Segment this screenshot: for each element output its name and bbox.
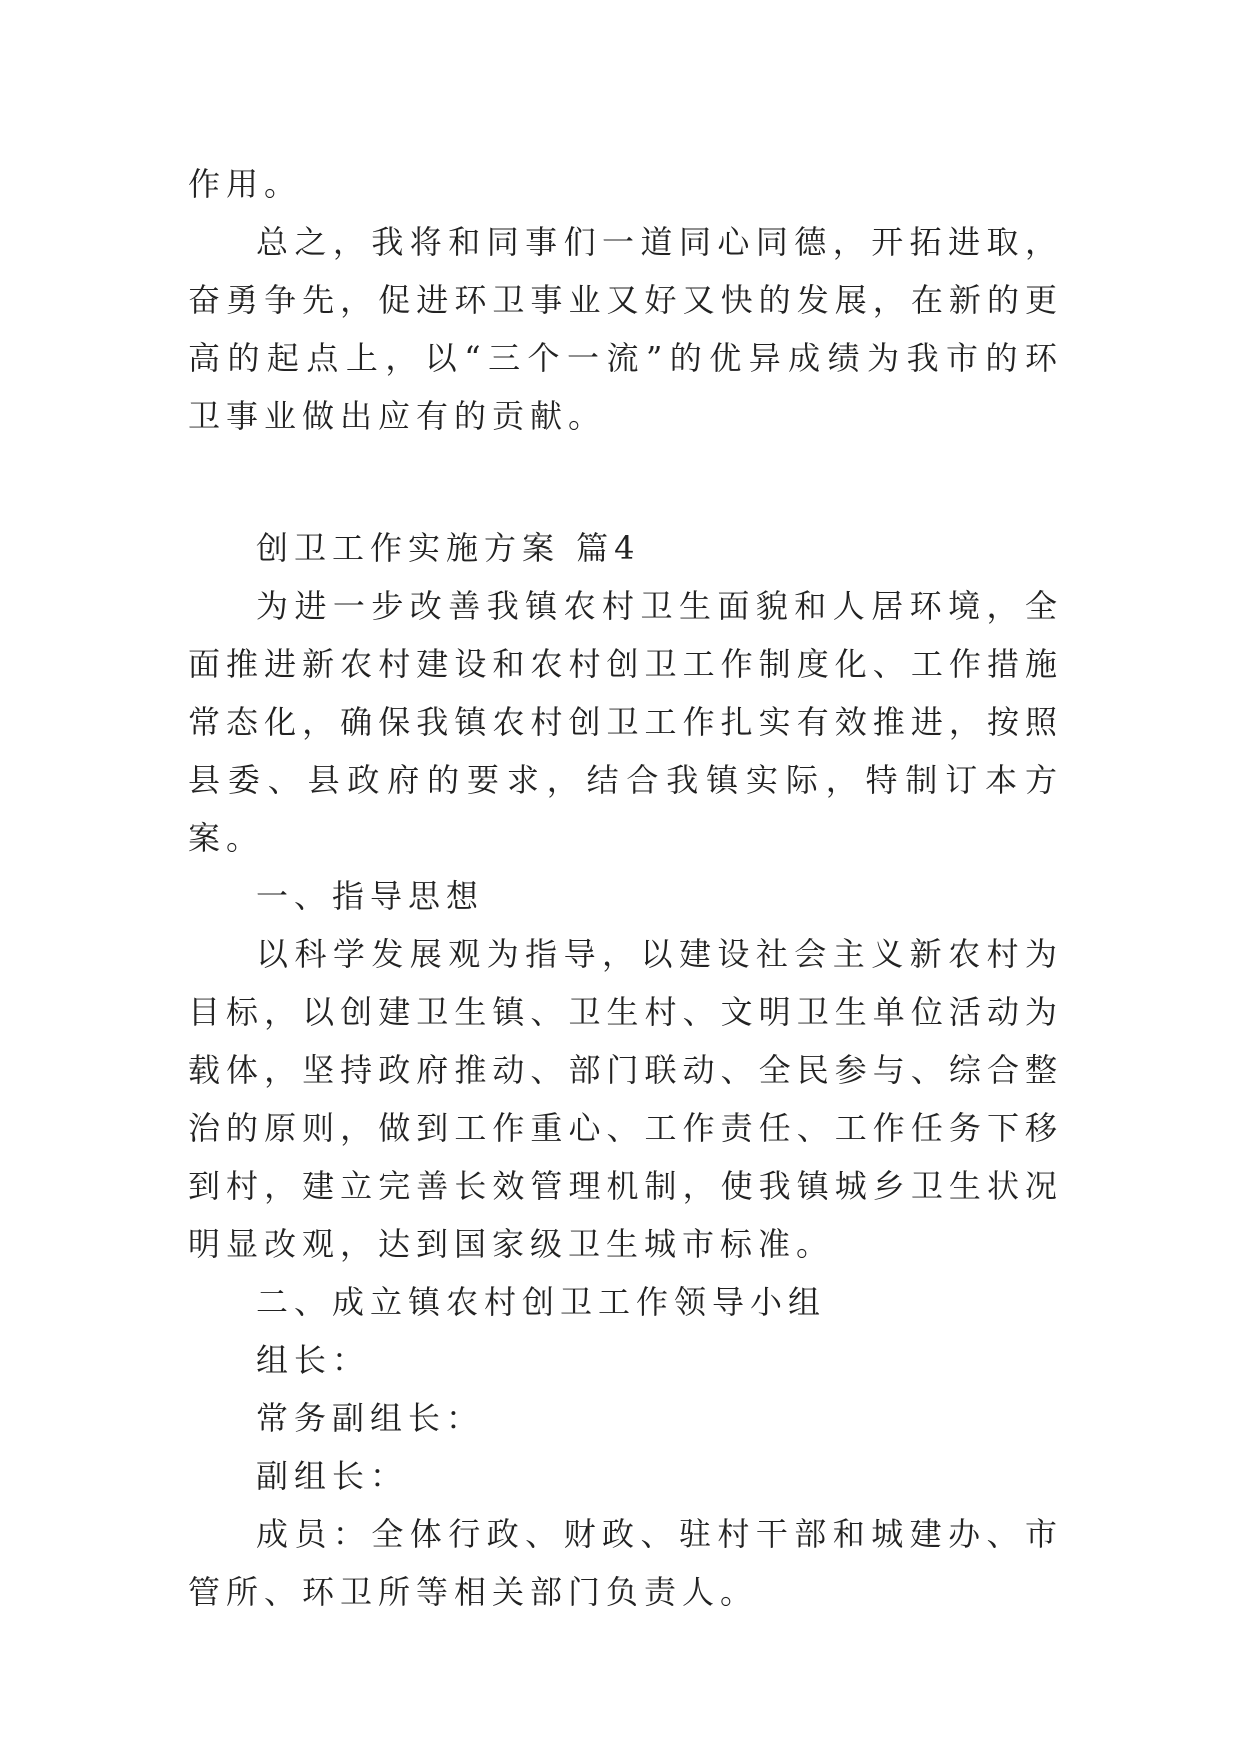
executive-deputy-leader-line: 常务副组长： — [256, 1399, 485, 1437]
members-line: 成员：全体行政、财政、驻村干部和城建办、市管所、环卫所等相关部门负责人。 — [188, 1515, 1063, 1611]
deputy-leader-line: 副组长： — [256, 1457, 409, 1495]
section-heading: 创卫工作实施方案 篇4 — [256, 529, 641, 567]
paragraph-conclusion: 总之，我将和同事们一道同心同德，开拓进取，奋勇争先，促进环卫事业又好又快的发展，在新的更高的起点上，以“三个一流”的优异成绩为我市的环卫事业做出应有的贡献。 — [188, 223, 1063, 435]
heading-guiding-ideology: 一、指导思想 — [256, 877, 485, 915]
paragraph-continuation: 作用。 — [188, 165, 303, 203]
group-leader-line: 组长： — [256, 1341, 371, 1379]
heading-leadership-group: 二、成立镇农村创卫工作领导小组 — [256, 1283, 827, 1321]
paragraph-purpose: 为进一步改善我镇农村卫生面貌和人居环境，全面推进新农村建设和农村创卫工作制度化、工作措施常态化，确保我镇农村创卫工作扎实有效推进，按照县委、县政府的要求，结合我镇实际，特制订本方案。 — [188, 587, 1063, 857]
document-body — [188, 155, 1063, 1621]
paragraph-guiding-ideology: 以科学发展观为指导，以建设社会主义新农村为目标，以创建卫生镇、卫生村、文明卫生单位活动为载体，坚持政府推动、部门联动、全民参与、综合整治的原则，做到工作重心、工作责任、工作任务下移到村，建立完善长效管理机制，使我镇城乡卫生状况明显改观，达到国家级卫生城市标准。 — [188, 935, 1063, 1263]
